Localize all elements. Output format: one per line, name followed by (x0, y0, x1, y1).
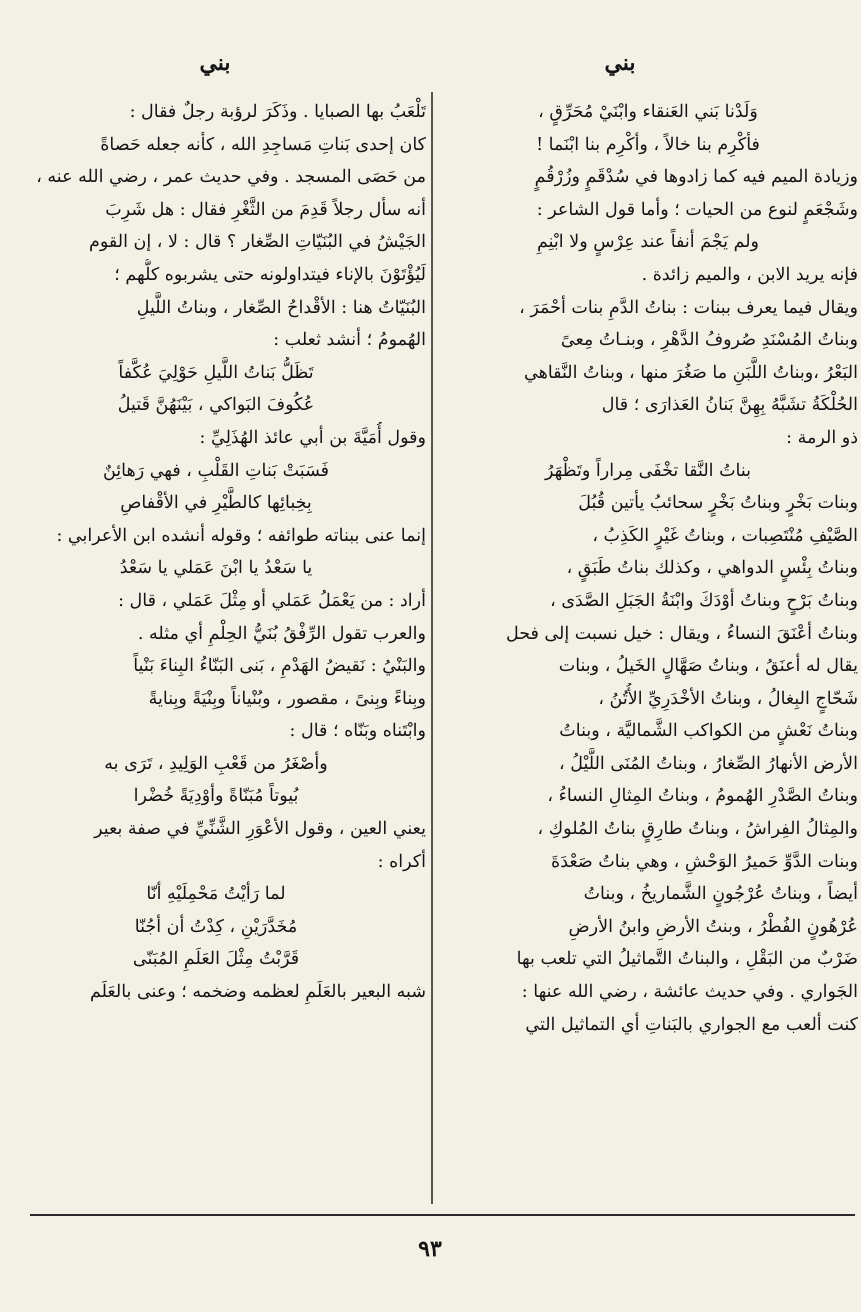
text-line: إنما عنى ببناته طوائفه ؛ وقوله أنشده ابن الأعرابي : (56, 525, 426, 546)
verse-line: بناتُ النَّقا تخْفَى مِراراً وتَظْهَرُ (544, 460, 752, 481)
text-line: يقال له أعنَقُ ، وبناتُ صَهَّالٍ الخَيلُ ، وبنات (558, 656, 858, 677)
verse-line: فَسَبَتْ بَناتِ القَلْبِ ، فهي رَهائِنٌ (102, 460, 330, 481)
text-line: يعني العين ، وقول الأعْوَرِ الشَّنِّيِّ في صفة بعير (94, 819, 426, 840)
text-line: وبِناءً وبِنىً ، مقصور ، وبُنْياناً وبِنْيَةً وبِنايةً (148, 688, 426, 709)
verse-line: فأكْرِم بنا خالاً ، وأكْرِم بنا ابْنَما ! (536, 134, 760, 155)
text-line: أنه سأل رجلاً قَدِمَ من الثَّغْرِ فقال : هل شَرِبَ (105, 199, 426, 220)
running-header-left: بني (199, 50, 231, 76)
verse-line: لما رَأيْتُ مَحْمِلَيْهِ أنّا (146, 884, 286, 905)
verse-line: وأصْغَرُ من قَعْبِ الوَلِيدِ ، تَرَى به (104, 753, 328, 774)
verse-line: مُخَدَّرَيْنِ ، كِدْتُ أن أجُنّا (134, 916, 298, 937)
column-divider (431, 92, 433, 1204)
footer-rule (30, 1214, 855, 1216)
text-line: وابْتَناه وبَنّاه ؛ قال : (289, 721, 426, 742)
right-column (438, 96, 858, 1204)
text-line: وبنات بَخْرٍ وبناتُ بَخْرٍ سحائبُ يأتين قُبُلَ (578, 493, 858, 514)
text-line: وبنات الدَّوِّ حَميرُ الوَحْشِ ، وهي بناتُ صَعْدَةَ (551, 851, 858, 872)
verse-line: بُيوتاً مُبَنّاةً وأوْدِيَةً خُضْرا (133, 786, 299, 807)
text-line: وبناتُ بِئْسٍ الدواهي ، وكذلك بناتُ طَبَقٍ ، (566, 558, 858, 579)
text-line: والعرب تقول الرِّفْقُ بُنَيُّ الحِلْمِ أي مثله . (137, 623, 426, 644)
running-header-right: بني (604, 50, 636, 76)
text-line: أيضاً ، وبناتُ عُرْجُونٍ الشَّماريخُ ، وبناتُ (583, 884, 858, 905)
text-line: الصَّيْفِ مُنْتَصِبات ، وبناتُ غَيْرٍ الكَذِبُ ، (592, 525, 858, 546)
text-line: الجَواري . وفي حديث عائشة ، رضي الله عنها : (521, 982, 858, 1003)
text-line: ويقال فيما يعرف ببنات : بناتُ الدَّمِ بنات أحْمَرَ ، (519, 297, 858, 318)
left-column (6, 96, 426, 1204)
text-line: أكراه : (377, 851, 426, 872)
text-line: والبَنْيُ : نَقيضُ الهَدْمِ ، بَنى البَنّاءُ البِناءَ بَنْياً (133, 656, 426, 677)
text-line: وبناتُ بَرْحٍ وبناتُ أوْدَكَ وابْنَةُ الجَبَلِ الصَّدَى ، (550, 590, 858, 611)
verse-line: ولم يَجْمَ أنفاً عند عِرْسٍ ولا ابْنِمِ (537, 232, 759, 253)
text-line: أراد : من يَعْمَلُ عَمَلي أو مِثْلَ عَمَلي ، قال : (118, 590, 426, 611)
text-line: وبناتُ المُسْنَدِ صُروفُ الدَّهْرِ ، وبنـاتُ مِعىً (560, 330, 858, 351)
text-line: وبناتُ نَعْشٍ من الكواكب الشَّماليَّة ، وبناتُ (559, 721, 858, 742)
text-line: عُرْهُونٍ الفُطْرُ ، وبنتُ الأرضِ وابنُ الأرضِ (568, 916, 858, 937)
text-line: لَيُؤْتَوْنَ بالإناء فيتداولونه حتى يشربوه كلُّهم ؛ (114, 264, 426, 285)
text-line: كنت ألعب مع الجواري بالبَناتِ أي التماثيل التي (525, 1014, 858, 1035)
text-line: الجَيْشُ في البُنَيّاتِ الصِّغار ؟ قال : لا ، إن القوم (89, 232, 426, 253)
verse-line: بِخِبائِها كالطَّيْرِ في الأقْفاصِ (120, 493, 312, 514)
text-line: البُنَيّاتُ هنا : الأقْداحُ الصِّغار ، وبناتُ اللَّيلِ (136, 297, 426, 318)
verse-line: عُكُوفَ البَواكي ، بَيْنَهُنَّ قَتيلُ (117, 395, 315, 416)
verse-line: يا سَعْدُ يا ابْنَ عَمَلي يا سَعْدُ (119, 558, 313, 579)
text-line: كان إحدى بَناتِ مَساجِدِ الله ، كأنه جعله حَصاةً (100, 134, 426, 155)
text-line: والمِثالُ الفِراشُ ، وبناتُ طارِقٍ بناتُ المُلوكِ ، (537, 819, 858, 840)
text-line: ضَرْبٌ من البَقْلِ ، والبناتُ التَّماثيلُ التي تلعب بها (516, 949, 858, 970)
text-line: وزيادة الميم فيه كما زادوها في سُدْقَمٍ وزُرْقُمٍ (534, 167, 858, 188)
text-line: الحُلْكَةُ تشَبَّهُ بِهِنَّ بَنانُ العَذارَى ؛ قال (601, 395, 858, 416)
verse-line: وَلَدْنا بَني العَنقاء وابْنَيْ مُحَرِّقٍ ، (538, 102, 758, 122)
verse-line: تَظَلُّ بَناتُ اللَّيلِ حَوْلِيَ عُكَّفاً (118, 362, 314, 383)
text-line: شَحّاجٍ البِغالُ ، وبناتُ الأخْدَرِيِّ الأُتُنُ ، (598, 688, 858, 709)
text-line: من حَصَى المسجد . وفي حديث عمر ، رضي الله عنه ، (36, 167, 426, 188)
text-line: وقول أُمَيَّةَ بن أبي عائذ الهُذَلِيِّ : (199, 427, 426, 448)
text-line: ذو الرمة : (786, 427, 858, 448)
text-line: وبناتُ أعْنَقَ النساءُ ، ويقال : خيل نسبت إلى فحل (505, 623, 858, 644)
text-line: الهُمومُ ؛ أنشد ثعلب : (273, 330, 426, 351)
text-line: تَلْعَبُ بها الصبايا . وذَكَرَ لرؤبة رجلٌ فقال : (129, 102, 426, 122)
verse-line: قَرَّبْتُ مِثْلَ العَلَمِ المُبَنّى (132, 949, 300, 970)
text-line: وبناتُ الصَّدْرِ الهُمومُ ، وبناتُ المِثالِ النساءُ ، (547, 786, 858, 807)
text-line: الأرض الأنهارُ الصِّغارُ ، وبناتُ المُنَى اللَّيْلُ ، (559, 753, 858, 774)
text-line: البَعْرُ ،وبناتُ اللَّبَنِ ما صَغُرَ منها ، وبناتُ النَّقاهي (524, 362, 858, 383)
text-line: فإنه يريد الابن ، والميم زائدة . (641, 264, 858, 285)
page-number: ٩٣ (418, 1236, 442, 1262)
text-line: شبه البعير بالعَلَمِ لعظمه وضخمه ؛ وعنى بالعَلَم (89, 982, 426, 1003)
text-line: وشَجْعَمٍ لنوع من الحيات ؛ وأما قول الشاعر : (536, 199, 858, 220)
